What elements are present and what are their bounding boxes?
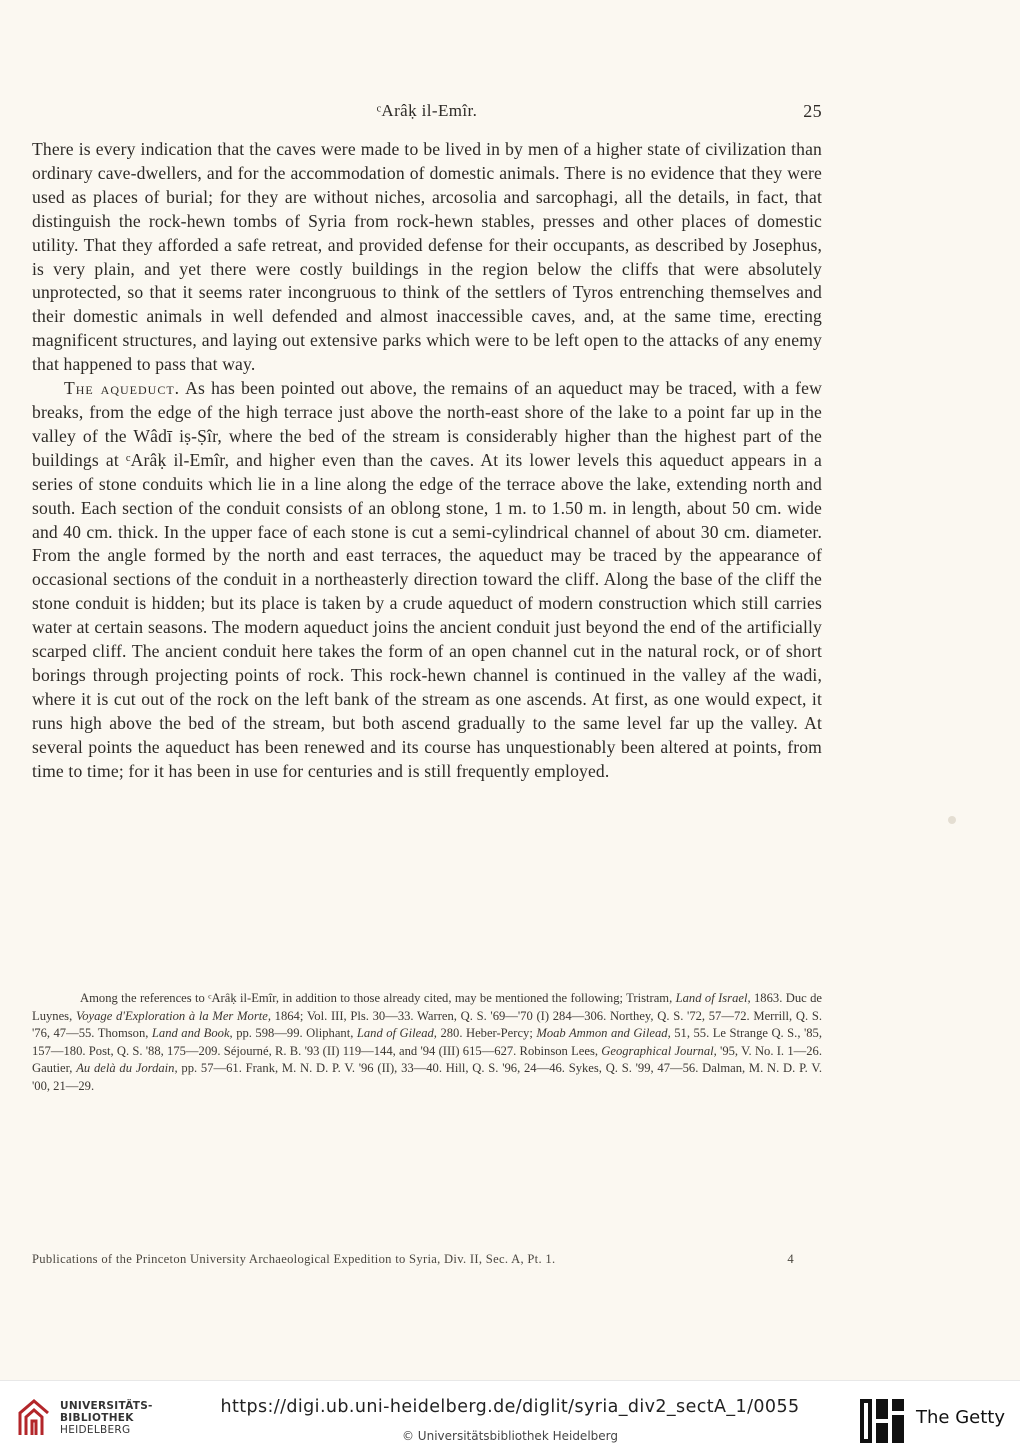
footnote <box>32 990 822 1096</box>
imprint-text: Publications of the Princeton University Archaeological Expedition to Syria, Div. II, Sec. A, Pt. 1. <box>32 1252 556 1266</box>
footnote-text: 1863. Duc de Luynes, <box>32 991 822 1023</box>
footnote-title: Moab Ammon and Gilead, <box>536 1026 671 1041</box>
body-text <box>32 138 822 783</box>
imprint-line <box>32 1252 822 1267</box>
footnote-text: 51, 55. Le Strange Q. S., '85, 157—180. Post, Q. S. '88, 175—209. Séjourné, R. B. '93 (II) 119—144, and '94 (III) 615—627. Robinson Lees, <box>32 1026 822 1058</box>
footnote-title: Land of Gilead, <box>356 1026 437 1041</box>
paragraph-caves: There is every indication that the caves were made to be lived in by men of a higher state of civilization than ordinary cave-dwellers, and for the accommodation of domestic animals. There is no evidence that they were used as places of burial; for they are without niches, arcosolia and sarcophagi, all the details, in fact, that distinguish the rock-hewn tombs of Syria from rock-hewn stables, presses and other places of domestic utility. That they afforded a safe retreat, and provided defense for their occupants, as described by Josephus, is very plain, and yet there were costly buildings in the region below the cliffs that were absolutely unprotected, so that it seems rater incongruous to think of the settlers of Tyros entrenching themselves and their domestic animals in well defended and almost inaccessible caves, and, at the same time, erecting magnificent structures, and laying out extensive parks which were to be left open to the attacks of any enemy that happened to pass that way. <box>32 139 822 375</box>
paragraph-aqueduct-text: As has been pointed out above, the remains of an aqueduct may be traced, with a few breaks, from the edge of the high terrace just above the north-east shore of the lake to a point far up in the valley of the Wâdī iṣ-Ṣîr, where the bed of the stream is considerably higher than the highest part of the buildings at ᶜArâḳ il-Emîr, and higher even than the caves. At its lower levels this aqueduct appears in a series of stone conduits which lie in a line along the edge of the terrace above the lake, extending north and south. Each section of the conduit consists of an oblong stone, 1 m. to 1.50 m. in length, about 50 cm. wide and 40 cm. thick. In the upper face of each stone is cut a semi-cylindrical channel of about 30 cm. diameter. From the angle formed by the north and east terraces, the aqueduct may be traced by the appearance of occasional sections of the conduit in a northeasterly direction toward the cliff. Along the base of the cliff the stone conduit is hidden; but its place is taken by a crude aqueduct of modern construction which still carries water at certain seasons. The modern aqueduct joins the ancient conduit just beyond the end of the artificially scarped cliff. The ancient conduit here takes the form of an open channel cut in the natural rock, or of short borings through projecting points of rock. This rock-hewn channel is continued in the valley af the wadi, where it is cut out of the rock on the left bank of the stream as one ascends. At first, as one would expect, it runs high above the bed of the stream, but both ascend gradually to the same level far up the valley. At several points the aqueduct has been renewed and its course has unquestionably been altered at points, from time to time; for it has been in use for centuries and is still frequently employed. <box>32 378 822 781</box>
footnote-title: Voyage d'Exploration à la Mer Morte, <box>75 1008 271 1023</box>
scan-speck <box>948 816 956 824</box>
page-number: 25 <box>803 101 822 121</box>
copyright-notice: © Universitätsbibliothek Heidelberg <box>401 1429 618 1443</box>
footnote-text: pp. 598—99. Oliphant, <box>232 1026 357 1041</box>
ub-name-line: HEIDELBERG <box>60 1424 131 1436</box>
footnote-text: '95, V. No. I. 1—26. Gautier, <box>32 1043 822 1076</box>
permalink-url[interactable]: https://digi.ub.uni-heidelberg.de/diglit/syria_div2_sectA_1/0055 <box>220 1397 800 1417</box>
footnote-title: Land of Israel, <box>675 991 751 1005</box>
paragraph-aqueduct <box>32 377 822 783</box>
section-heading: The aqueduct. <box>64 378 181 399</box>
running-head-title: ᶜArâḳ il-Emîr. <box>376 101 478 120</box>
getty-name: The Getty <box>916 1407 1005 1428</box>
footnote-text: 1864; Vol. III, Pls. 30—33. Warren, Q. S. '69—'70 (I) 284—306. Northey, Q. S. '72, 57—72. Merrill, Q. S. '76, 47—55. Thomson, <box>32 1008 823 1041</box>
footnote-text: Among the references to ᶜArâḳ il-Emîr, in addition to those already cited, may be mentioned the following; Tristram, <box>80 991 676 1005</box>
footnote-title: Geographical Journal, <box>601 1043 717 1058</box>
getty-logo-icon[interactable] <box>858 1397 906 1445</box>
running-head <box>32 101 822 127</box>
footnote-text: pp. 57—61. Frank, M. N. D. P. V. '96 (II), 33—40. Hill, Q. S. '96, 24—46. Sykes, Q. S. '99, 47—56. Dalman, M. N. D. P. V. '00, 21—29. <box>32 1061 822 1093</box>
ub-name-line: BIBLIOTHEK <box>60 1412 134 1424</box>
footnote-text: 280. Heber-Percy; <box>436 1026 537 1041</box>
signature-mark: 4 <box>787 1252 794 1266</box>
ub-name-line: UNIVERSITÄTS- <box>60 1400 153 1412</box>
footnote-title: Land and Book, <box>151 1026 233 1041</box>
footnote-title: Au delà du Jordain, <box>76 1061 178 1076</box>
digitization-footer <box>0 1380 1020 1455</box>
